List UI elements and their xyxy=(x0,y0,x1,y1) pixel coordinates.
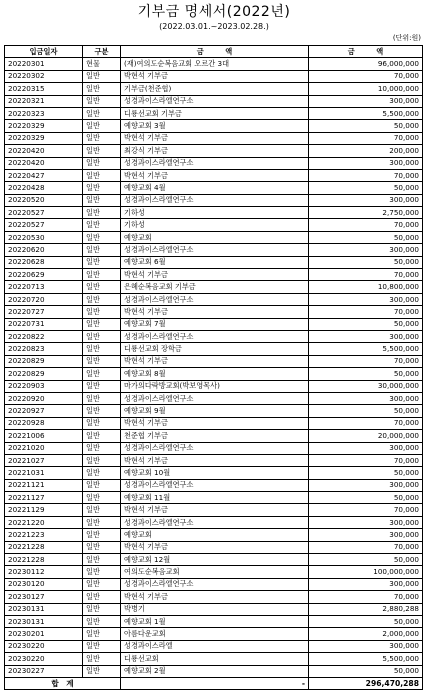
row-type: 일반 xyxy=(83,145,121,157)
row-date: 20220427 xyxy=(5,169,83,181)
row-type: 일반 xyxy=(83,380,121,392)
row-amount: 50,000 xyxy=(309,554,423,566)
table-row xyxy=(5,120,423,132)
row-amount: 50,000 xyxy=(309,182,423,194)
document-title: 기부금 명세서(2022년) xyxy=(137,4,291,20)
row-type: 일반 xyxy=(83,603,121,615)
row-amount: 20,000,000 xyxy=(309,430,423,442)
header-type: 구분 xyxy=(83,46,121,58)
row-amount: 70,000 xyxy=(309,132,423,144)
row-description: 예향교회 4월 xyxy=(121,182,309,194)
row-date: 20220315 xyxy=(5,83,83,95)
row-description: 성경과이스라엘 xyxy=(121,640,309,652)
row-description: 박현석 기부금 xyxy=(121,306,309,318)
row-amount: 2,000,000 xyxy=(309,628,423,640)
row-amount: 2,750,000 xyxy=(309,207,423,219)
row-type: 일반 xyxy=(83,355,121,367)
row-amount: 50,000 xyxy=(309,318,423,330)
row-amount: 70,000 xyxy=(309,306,423,318)
row-amount: 70,000 xyxy=(309,169,423,181)
row-type: 일반 xyxy=(83,343,121,355)
table-row xyxy=(5,194,423,206)
row-amount: 300,000 xyxy=(309,516,423,528)
row-date: 20230131 xyxy=(5,603,83,615)
row-description: 기하성 xyxy=(121,207,309,219)
row-type: 일반 xyxy=(83,306,121,318)
row-description: 기부금(천준협) xyxy=(121,83,309,95)
row-date: 20220520 xyxy=(5,194,83,206)
row-date: 20220428 xyxy=(5,182,83,194)
row-date: 20220420 xyxy=(5,145,83,157)
row-type: 일반 xyxy=(83,330,121,342)
table-row xyxy=(5,343,423,355)
row-date: 20220530 xyxy=(5,231,83,243)
table-row xyxy=(5,529,423,541)
row-description: 박현석 기부금 xyxy=(121,169,309,181)
row-date: 20220301 xyxy=(5,58,83,70)
table-row xyxy=(5,479,423,491)
row-amount: 70,000 xyxy=(309,355,423,367)
row-type: 일반 xyxy=(83,628,121,640)
table-row xyxy=(5,107,423,119)
donation-table xyxy=(4,45,423,690)
row-amount: 70,000 xyxy=(309,454,423,466)
row-type: 일반 xyxy=(83,318,121,330)
row-type: 일반 xyxy=(83,578,121,590)
row-date: 20230112 xyxy=(5,566,83,578)
table-row xyxy=(5,442,423,454)
row-type: 일반 xyxy=(83,107,121,119)
row-amount: 300,000 xyxy=(309,157,423,169)
period-range: (2022.03.01.~2023.02.28.) xyxy=(159,22,269,31)
row-date: 20220329 xyxy=(5,132,83,144)
row-amount: 50,000 xyxy=(309,615,423,627)
row-type: 일반 xyxy=(83,467,121,479)
row-description: 박현석 기부금 xyxy=(121,70,309,82)
row-date: 20230201 xyxy=(5,628,83,640)
row-amount: 70,000 xyxy=(309,541,423,553)
row-date: 20220727 xyxy=(5,306,83,318)
table-header-row xyxy=(5,46,423,58)
row-amount: 5,500,000 xyxy=(309,653,423,665)
row-amount: 300,000 xyxy=(309,640,423,652)
row-description: 박현석 기부금 xyxy=(121,417,309,429)
row-amount: 5,500,000 xyxy=(309,343,423,355)
table-row xyxy=(5,554,423,566)
row-date: 20220920 xyxy=(5,392,83,404)
row-date: 20220629 xyxy=(5,269,83,281)
table-row xyxy=(5,281,423,293)
row-date: 20220527 xyxy=(5,207,83,219)
table-row xyxy=(5,467,423,479)
table-row xyxy=(5,95,423,107)
table-row xyxy=(5,665,423,677)
table-row xyxy=(5,541,423,553)
row-description: 예향교회 1월 xyxy=(121,615,309,627)
row-description: 디룡선교회 xyxy=(121,653,309,665)
table-row xyxy=(5,330,423,342)
row-type: 일반 xyxy=(83,132,121,144)
row-date: 20220420 xyxy=(5,157,83,169)
row-type: 일반 xyxy=(83,392,121,404)
row-description: 박병기 xyxy=(121,603,309,615)
row-description: 기하성 xyxy=(121,219,309,231)
row-type: 일반 xyxy=(83,430,121,442)
row-date: 20220822 xyxy=(5,330,83,342)
row-amount: 300,000 xyxy=(309,293,423,305)
row-description: 예향교회 12월 xyxy=(121,554,309,566)
row-type: 일반 xyxy=(83,454,121,466)
row-description: 디룡선교회 장학금 xyxy=(121,343,309,355)
table-row xyxy=(5,417,423,429)
row-description: 예향교회 11월 xyxy=(121,492,309,504)
row-amount: 300,000 xyxy=(309,578,423,590)
table-row xyxy=(5,318,423,330)
table-row xyxy=(5,219,423,231)
table-row xyxy=(5,207,423,219)
row-amount: 2,880,288 xyxy=(309,603,423,615)
table-row xyxy=(5,405,423,417)
row-date: 20221127 xyxy=(5,492,83,504)
table-row xyxy=(5,591,423,603)
row-description: 박현석 기부금 xyxy=(121,591,309,603)
row-description: 성경과이스라엘연구소 xyxy=(121,293,309,305)
table-row xyxy=(5,58,423,70)
row-type: 일반 xyxy=(83,665,121,677)
row-description: 성경과이스라엘연구소 xyxy=(121,578,309,590)
row-amount: 30,000,000 xyxy=(309,380,423,392)
row-type: 일반 xyxy=(83,269,121,281)
row-type: 일반 xyxy=(83,244,121,256)
table-row xyxy=(5,293,423,305)
table-row xyxy=(5,615,423,627)
table-row xyxy=(5,145,423,157)
table-row xyxy=(5,603,423,615)
row-date: 20221228 xyxy=(5,554,83,566)
row-description: 예향교회 10월 xyxy=(121,467,309,479)
row-amount: 200,000 xyxy=(309,145,423,157)
row-amount: 70,000 xyxy=(309,219,423,231)
row-amount: 10,800,000 xyxy=(309,281,423,293)
row-description: 예향교회 3월 xyxy=(121,120,309,132)
row-description: 성경과이스라엘연구소 xyxy=(121,95,309,107)
row-date: 20230227 xyxy=(5,665,83,677)
row-date: 20220628 xyxy=(5,256,83,268)
header-date: 입금일자 xyxy=(5,46,83,58)
table-row xyxy=(5,231,423,243)
table-row xyxy=(5,504,423,516)
row-amount: 300,000 xyxy=(309,194,423,206)
table-row xyxy=(5,653,423,665)
row-date: 20220620 xyxy=(5,244,83,256)
row-date: 20221228 xyxy=(5,541,83,553)
table-row xyxy=(5,169,423,181)
row-date: 20220823 xyxy=(5,343,83,355)
row-amount: 5,500,000 xyxy=(309,107,423,119)
row-description: 박현석 기부금 xyxy=(121,269,309,281)
table-row xyxy=(5,430,423,442)
row-description: 성경과이스라엘연구소 xyxy=(121,516,309,528)
row-date: 20220829 xyxy=(5,355,83,367)
table-row xyxy=(5,157,423,169)
row-amount: 50,000 xyxy=(309,231,423,243)
row-amount: 300,000 xyxy=(309,392,423,404)
row-description: 예향교회 2월 xyxy=(121,665,309,677)
row-type: 일반 xyxy=(83,492,121,504)
table-row xyxy=(5,392,423,404)
row-date: 20220713 xyxy=(5,281,83,293)
row-amount: 70,000 xyxy=(309,269,423,281)
table-row xyxy=(5,492,423,504)
row-type: 일반 xyxy=(83,194,121,206)
table-row xyxy=(5,132,423,144)
row-description: 박현석 기부금 xyxy=(121,541,309,553)
header-amount: 금 액 xyxy=(309,46,423,58)
row-type: 일반 xyxy=(83,442,121,454)
row-date: 20220321 xyxy=(5,95,83,107)
row-description: 박현석 기부금 xyxy=(121,132,309,144)
table-row xyxy=(5,368,423,380)
row-type: 일반 xyxy=(83,640,121,652)
row-date: 20220720 xyxy=(5,293,83,305)
row-date: 20221027 xyxy=(5,454,83,466)
table-row xyxy=(5,269,423,281)
row-description: 디룡선교회 기부금 xyxy=(121,107,309,119)
row-description: 성경과이스라엘연구소 xyxy=(121,194,309,206)
table-row xyxy=(5,244,423,256)
row-amount: 70,000 xyxy=(309,70,423,82)
row-type: 일반 xyxy=(83,293,121,305)
row-type: 일반 xyxy=(83,207,121,219)
total-amount: 296,470,288 xyxy=(309,677,423,689)
table-row xyxy=(5,256,423,268)
row-amount: 70,000 xyxy=(309,504,423,516)
row-description: 아름다운교회 xyxy=(121,628,309,640)
total-dash: - xyxy=(121,677,309,689)
row-type: 일반 xyxy=(83,615,121,627)
table-row xyxy=(5,628,423,640)
row-amount: 100,000,000 xyxy=(309,566,423,578)
total-row xyxy=(5,677,423,689)
table-row xyxy=(5,578,423,590)
row-type: 일반 xyxy=(83,182,121,194)
row-date: 20221129 xyxy=(5,504,83,516)
row-description: 최강식 기부금 xyxy=(121,145,309,157)
row-amount: 50,000 xyxy=(309,405,423,417)
table-row xyxy=(5,380,423,392)
row-date: 20221220 xyxy=(5,516,83,528)
row-amount: 70,000 xyxy=(309,417,423,429)
row-date: 20230220 xyxy=(5,640,83,652)
row-date: 20220927 xyxy=(5,405,83,417)
row-date: 20230127 xyxy=(5,591,83,603)
row-description: 성경과이스라엘연구소 xyxy=(121,330,309,342)
row-date: 20220731 xyxy=(5,318,83,330)
total-label: 합 계 xyxy=(5,677,121,689)
row-date: 20230131 xyxy=(5,615,83,627)
row-description: 은혜순복음교회 기부금 xyxy=(121,281,309,293)
row-description: 성경과이스라엘연구소 xyxy=(121,157,309,169)
row-description: 예향교회 7월 xyxy=(121,318,309,330)
row-amount: 50,000 xyxy=(309,256,423,268)
row-description: 마가의다락방교회(박보영목사) xyxy=(121,380,309,392)
row-amount: 10,000,000 xyxy=(309,83,423,95)
row-date: 20221223 xyxy=(5,529,83,541)
row-type: 일반 xyxy=(83,566,121,578)
row-amount: 300,000 xyxy=(309,479,423,491)
table-row xyxy=(5,516,423,528)
row-type: 일반 xyxy=(83,653,121,665)
row-type: 일반 xyxy=(83,120,121,132)
row-type: 일반 xyxy=(83,516,121,528)
row-date: 20230220 xyxy=(5,653,83,665)
row-date: 20220928 xyxy=(5,417,83,429)
row-date: 20230120 xyxy=(5,578,83,590)
row-type: 일반 xyxy=(83,281,121,293)
table-row xyxy=(5,355,423,367)
row-type: 일반 xyxy=(83,83,121,95)
row-type: 일반 xyxy=(83,529,121,541)
row-description: 예향교회 xyxy=(121,231,309,243)
row-date: 20220329 xyxy=(5,120,83,132)
row-date: 20221020 xyxy=(5,442,83,454)
row-date: 20221121 xyxy=(5,479,83,491)
row-description: 여의도순복음교회 xyxy=(121,566,309,578)
unit-label: (단위:원) xyxy=(392,34,421,42)
row-amount: 50,000 xyxy=(309,467,423,479)
table-body xyxy=(5,58,423,678)
row-description: 예향교회 9월 xyxy=(121,405,309,417)
row-description: 박현석 기부금 xyxy=(121,355,309,367)
row-amount: 300,000 xyxy=(309,244,423,256)
row-amount: 50,000 xyxy=(309,368,423,380)
row-type: 일반 xyxy=(83,479,121,491)
row-type: 일반 xyxy=(83,405,121,417)
row-type: 일반 xyxy=(83,368,121,380)
row-description: 예향교회 8월 xyxy=(121,368,309,380)
row-date: 20220323 xyxy=(5,107,83,119)
row-type: 일반 xyxy=(83,541,121,553)
row-type: 일반 xyxy=(83,219,121,231)
row-type: 일반 xyxy=(83,417,121,429)
row-amount: 50,000 xyxy=(309,120,423,132)
row-amount: 300,000 xyxy=(309,529,423,541)
row-description: 박현석 기부금 xyxy=(121,504,309,516)
row-amount: 50,000 xyxy=(309,492,423,504)
row-description: 예향교회 6월 xyxy=(121,256,309,268)
row-amount: 96,000,000 xyxy=(309,58,423,70)
row-amount: 300,000 xyxy=(309,442,423,454)
row-type: 일반 xyxy=(83,554,121,566)
header-description: 금 액 xyxy=(121,46,309,58)
table-row xyxy=(5,640,423,652)
row-description: 성경과이스라엘연구소 xyxy=(121,442,309,454)
row-description: 성경과이스라엘연구소 xyxy=(121,244,309,256)
table-row xyxy=(5,454,423,466)
row-description: 성경과이스라엘연구소 xyxy=(121,479,309,491)
row-type: 일반 xyxy=(83,256,121,268)
row-amount: 300,000 xyxy=(309,330,423,342)
row-description: 예향교회 xyxy=(121,529,309,541)
row-type: 현물 xyxy=(83,58,121,70)
row-type: 일반 xyxy=(83,169,121,181)
row-type: 일반 xyxy=(83,591,121,603)
row-amount: 50,000 xyxy=(309,665,423,677)
row-description: 박현석 기부금 xyxy=(121,454,309,466)
row-description: 천준협 기부금 xyxy=(121,430,309,442)
row-date: 20220527 xyxy=(5,219,83,231)
table-row xyxy=(5,306,423,318)
row-date: 20220903 xyxy=(5,380,83,392)
row-type: 일반 xyxy=(83,231,121,243)
row-type: 일반 xyxy=(83,70,121,82)
row-date: 20220829 xyxy=(5,368,83,380)
table-row xyxy=(5,70,423,82)
row-amount: 70,000 xyxy=(309,591,423,603)
row-description: (재)여의도순복음교회 오르간 3대 xyxy=(121,58,309,70)
row-date: 20220302 xyxy=(5,70,83,82)
row-description: 성경과이스라엘연구소 xyxy=(121,392,309,404)
row-type: 일반 xyxy=(83,504,121,516)
row-date: 20221031 xyxy=(5,467,83,479)
row-amount: 300,000 xyxy=(309,95,423,107)
row-type: 일반 xyxy=(83,95,121,107)
table-row xyxy=(5,182,423,194)
row-date: 20221006 xyxy=(5,430,83,442)
table-row xyxy=(5,566,423,578)
table-row xyxy=(5,83,423,95)
row-type: 일반 xyxy=(83,157,121,169)
